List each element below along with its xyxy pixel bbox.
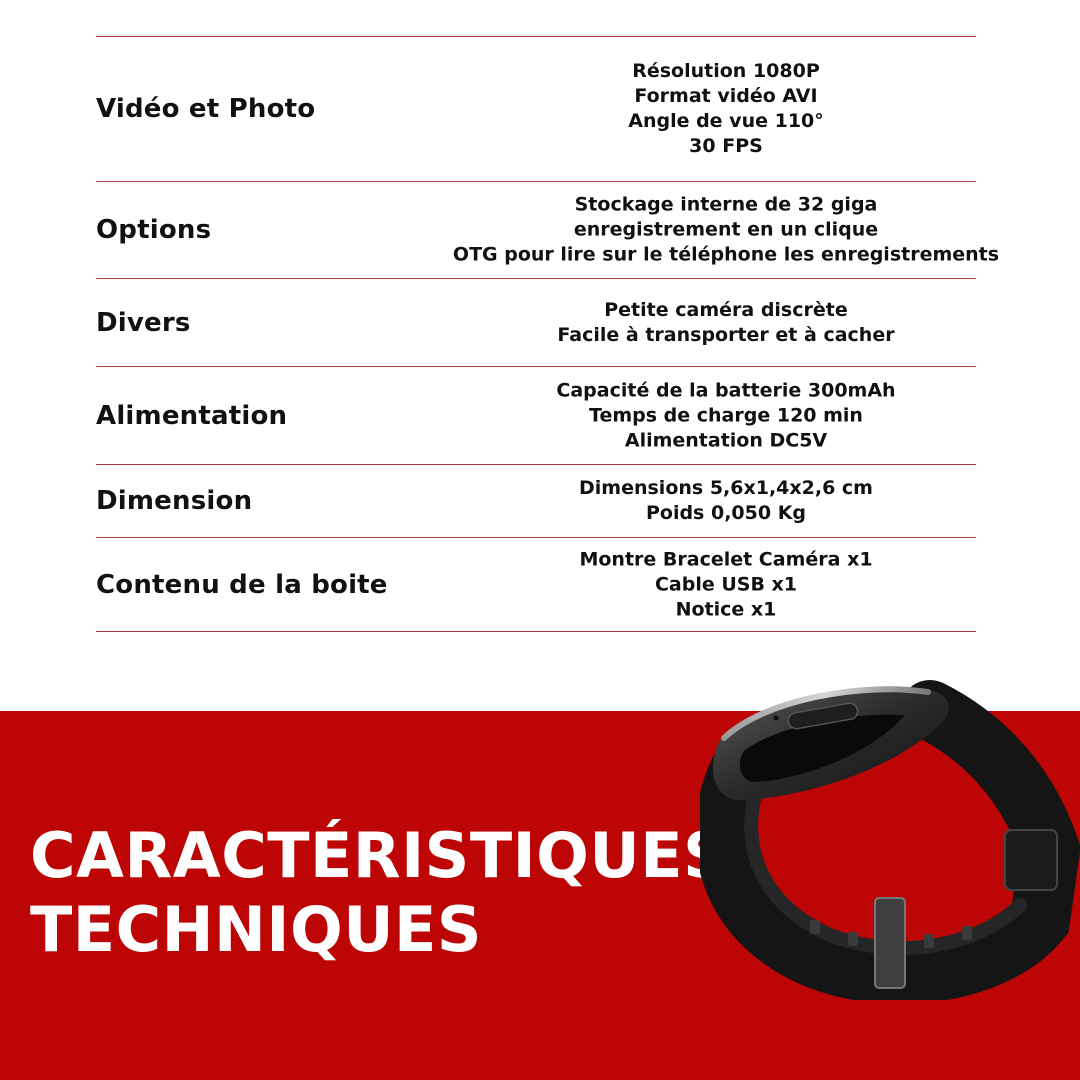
- spec-value: Stockage interne de 32 giga: [574, 193, 878, 216]
- spec-label: Vidéo et Photo: [96, 94, 316, 124]
- banner-title: [30, 819, 728, 967]
- spec-value: Montre Bracelet Caméra x1: [579, 548, 873, 570]
- spec-row-alimentation: [96, 367, 976, 465]
- spec-row-dimension: [96, 465, 976, 538]
- spec-value: Facile à transporter et à cacher: [557, 323, 895, 346]
- spec-value: Format vidéo AVI: [634, 85, 818, 107]
- spec-row-contenu: [96, 538, 976, 632]
- spec-value: 30 FPS: [689, 135, 763, 157]
- spec-value: Poids 0,050 Kg: [645, 502, 807, 524]
- spec-values: [396, 59, 1056, 159]
- spec-label: Options: [96, 215, 212, 245]
- spec-values: [396, 378, 1056, 453]
- smart-bracelet-camera-icon: [700, 670, 1080, 1000]
- spec-row-options: [96, 182, 1000, 279]
- banner-title-line2: TECHNIQUES: [30, 893, 483, 966]
- spec-value: Capacité de la batterie 300mAh: [556, 379, 896, 401]
- spec-values: [396, 298, 1056, 348]
- spec-value: Cable USB x1: [654, 573, 798, 595]
- spec-row-video-photo: [96, 37, 976, 182]
- spec-table: [96, 36, 1000, 632]
- spec-values: [396, 547, 1056, 622]
- spec-label: Alimentation: [96, 400, 288, 431]
- spec-value: Alimentation DC5V: [624, 429, 828, 451]
- spec-value: Angle de vue 110°: [628, 110, 824, 132]
- spec-value: Petite caméra discrète: [604, 298, 848, 321]
- spec-label: Contenu de la boite: [96, 569, 388, 600]
- spec-value: Notice x1: [675, 598, 777, 620]
- spec-value: Temps de charge 120 min: [589, 404, 863, 426]
- spec-value: Résolution 1080P: [632, 60, 820, 82]
- spec-value: Dimensions 5,6x1,4x2,6 cm: [579, 477, 873, 499]
- spec-label: Dimension: [96, 486, 253, 516]
- spec-values: [396, 193, 1056, 268]
- spec-value: enregistrement en un clique: [573, 218, 879, 241]
- spec-row-divers: [96, 279, 976, 367]
- spec-values: [396, 476, 1056, 526]
- banner-title-line1: CARACTÉRISTIQUES: [30, 819, 729, 892]
- spec-label: Divers: [96, 307, 191, 338]
- spec-value: OTG pour lire sur le téléphone les enregistrements: [452, 243, 1000, 266]
